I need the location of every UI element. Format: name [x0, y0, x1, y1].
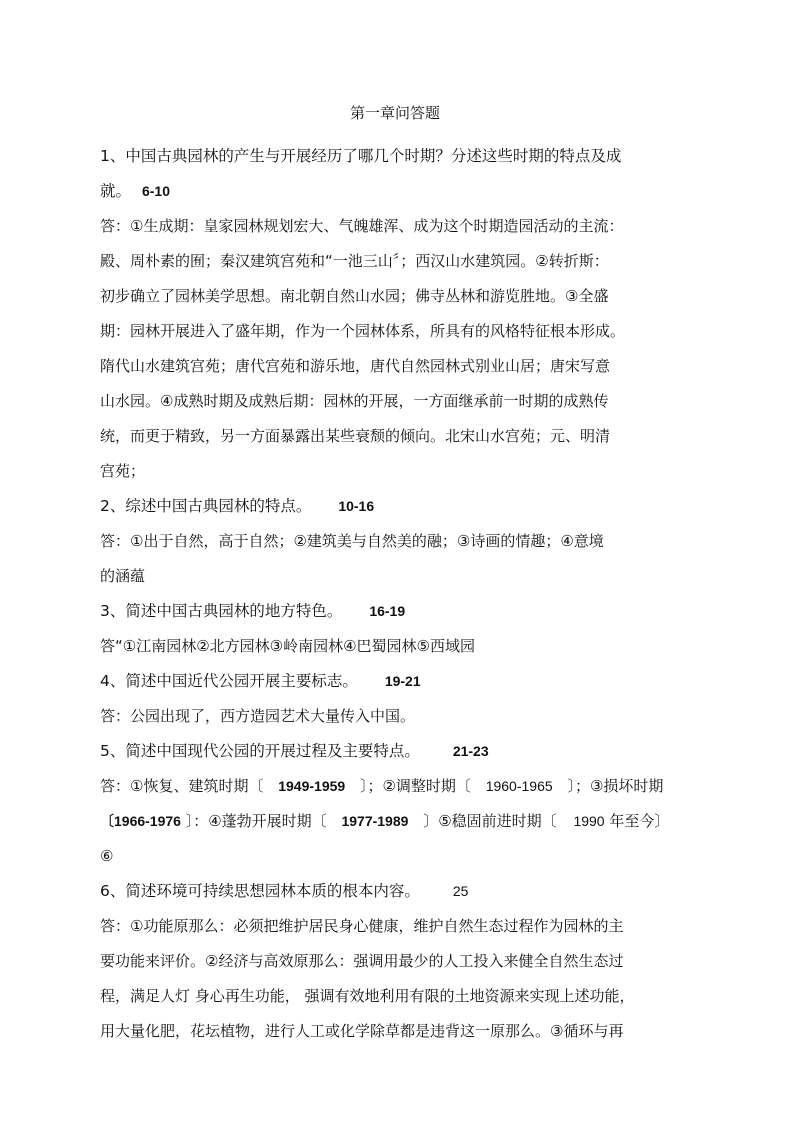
question-2-line [100, 495, 700, 517]
question-5-line [100, 740, 700, 762]
answer-2-line-2: 的涵蕴 [100, 567, 146, 585]
question-3-line [100, 600, 700, 622]
chapter-title: 第一章问答题 [349, 104, 440, 122]
question-6-line [100, 880, 700, 902]
question-4-text: 4、简述中国近代公园开展主要标志。 [100, 672, 358, 690]
answer-5-line-1 [100, 775, 700, 797]
answer-5-part-2: 〕；②调整时期〔 [359, 777, 471, 795]
answer-1-line-1: 答：①生成期：皇家园林规划宏大、气魄雄浑、成为这个时期造园活动的主流： [100, 217, 624, 235]
question-1-line-2 [100, 180, 700, 202]
answer-1-line-8: 宫苑； [100, 462, 146, 480]
answer-1-line-6: 山水园。④成熟时期及成熟后期：园林的开展，一方面继承前一时期的成熟传 [100, 392, 609, 410]
answer-5-period-4: 1977-1989 [341, 813, 409, 829]
answer-6-line-3: 程，满足人灯 身心再生功能， 强调有效地利用有限的土地资源来实现上述功能， [100, 987, 635, 1005]
question-1-tail: 就。 [100, 182, 132, 200]
answer-1-line-4: 期：园林开展进入了盛年期，作为一个园林体系，所具有的风格特征根本形成。 [100, 322, 626, 340]
answer-5-period-1: 1949-1959 [278, 778, 346, 794]
answer-5-period-3: 〔1966-1976 [100, 813, 181, 829]
answer-6-line-2: 要功能来评价。②经济与高效原那么：强调用最少的人工投入来健全自然生态过 [100, 952, 624, 970]
question-2-page-ref: 10-16 [338, 498, 375, 514]
answer-1-line-7: 统，而更于精致，另一方面暴露出某些衰颓的倾向。北宋山水宫苑；元、明清 [100, 427, 611, 445]
answer-5-part-5: 〕⑤稳固前进时期〔 [423, 812, 557, 830]
answer-1-line-2: 殿、周朴素的囿；秦汉建筑宫苑和“一池三山〞；西汉山水建筑园。②转折斯： [100, 252, 609, 270]
answer-6-line-4: 用大量化肥，花坛植物，进行人工或化学除草都是违背这一原那么。③循环与再 [100, 1022, 624, 1040]
answer-5-line-2 [100, 810, 700, 832]
question-5-page-ref: 21-23 [452, 743, 489, 759]
question-2-text: 2、综述中国古典园林的特点。 [100, 497, 312, 515]
question-6-page-ref: 25 [452, 883, 469, 899]
question-1-page-ref: 6-10 [141, 183, 170, 199]
question-3-text: 3、简述中国古典园林的地方特色。 [100, 602, 343, 620]
question-4-line [100, 670, 700, 692]
answer-5-part-1: 答：①恢复、建筑时期〔 [100, 777, 264, 795]
question-6-text: 6、简述环境可持续思想园林本质的根本内容。 [100, 882, 420, 900]
answer-1-line-3: 初步确立了园林美学思想。南北朝自然山水园；佛寺丛林和游览胜地。③全盛 [100, 287, 609, 305]
question-1-line-1: 1、中国古典园林的产生与开展经历了哪几个时期？分述这些时期的特点及成 [100, 147, 622, 165]
answer-5-line-3: ⑥ [100, 847, 114, 865]
answer-3-line-1: 答“①江南园林②北方园林③岭南园林④巴蜀园林⑤西域园 [100, 637, 476, 655]
answer-5-part-4: 〕：④蓬勃开展时期〔 [185, 812, 327, 830]
answer-5-period-5: 1990 [573, 813, 605, 829]
answer-4-line-1: 答：公园出现了，西方造园艺术大量传入中国。 [100, 707, 416, 725]
question-5-text: 5、简述中国现代公园的开展过程及主要特点。 [100, 742, 420, 760]
question-3-page-ref: 16-19 [369, 603, 406, 619]
answer-5-period-2: 1960-1965 [485, 778, 553, 794]
question-4-page-ref: 19-21 [384, 673, 421, 689]
answer-5-part-3: 〕；③损坏时期 [567, 777, 664, 795]
answer-6-line-1: 答：①功能原那么：必须把维护居民身心健康，维护自然生态过程作为园林的主 [100, 917, 624, 935]
answer-5-part-6: 年至今〕 [609, 812, 670, 830]
answer-2-line-1: 答：①出于自然，高于自然；②建筑美与自然美的融；③诗画的情趣；④意境 [100, 532, 604, 550]
answer-1-line-5: 隋代山水建筑宫苑；唐代宫苑和游乐地，唐代自然园林式别业山居；唐宋写意 [100, 357, 611, 375]
